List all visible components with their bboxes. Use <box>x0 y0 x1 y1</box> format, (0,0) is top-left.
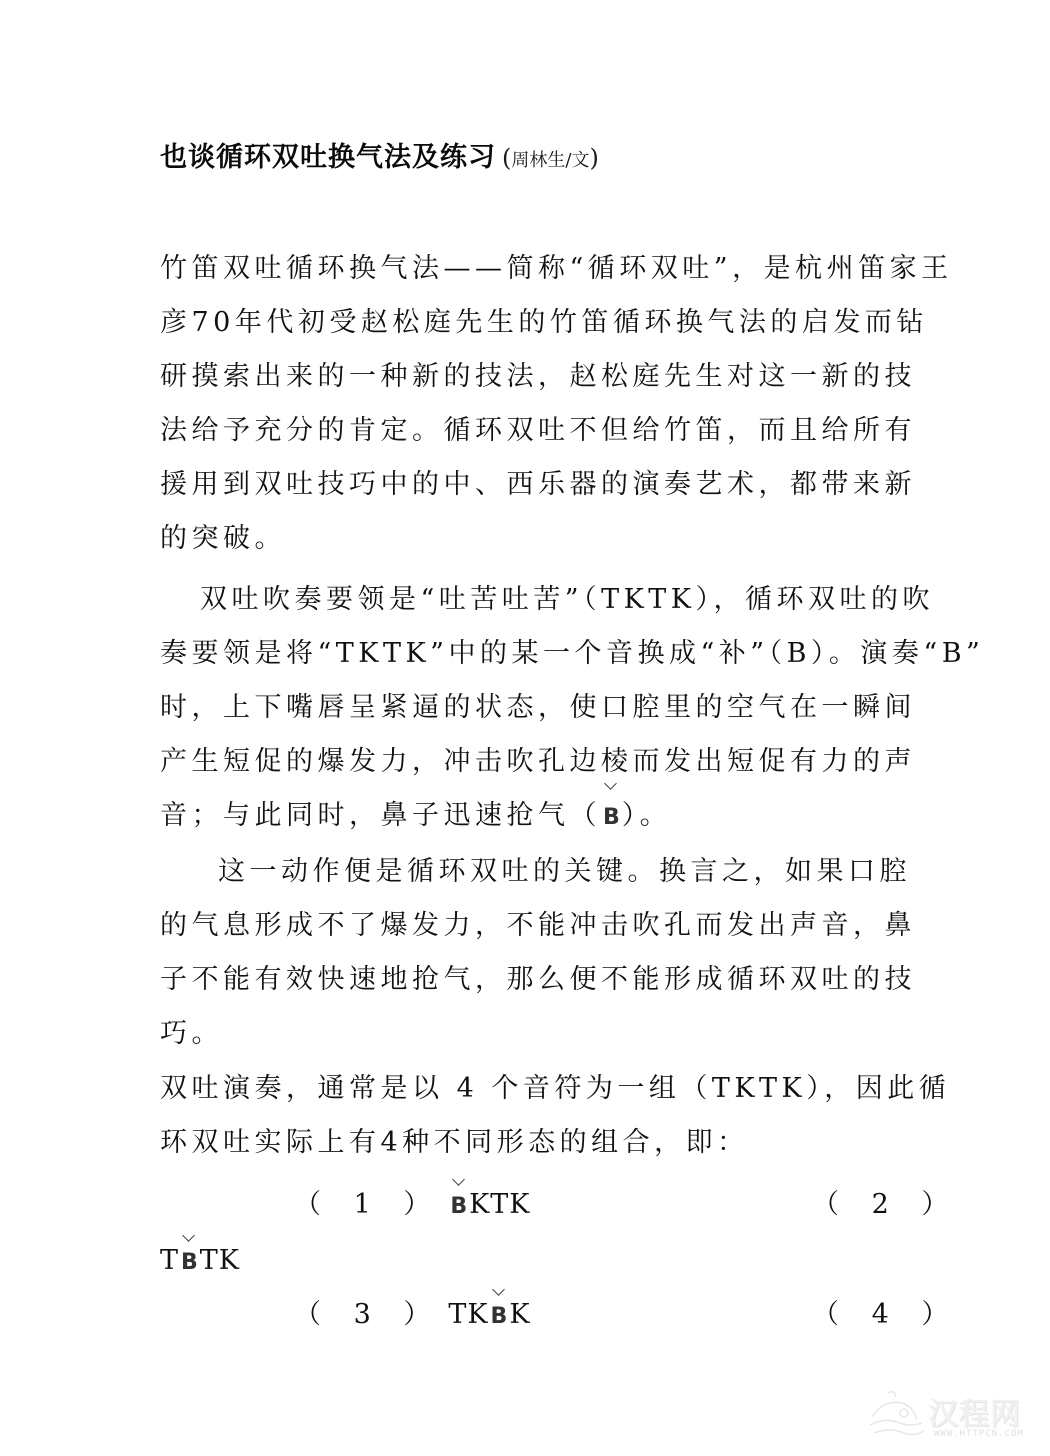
combination-label: （ 1 ） <box>294 1189 443 1220</box>
text-line: 时，上下嘴唇呈紧逼的状态，使口腔里的空气在一瞬间 <box>160 692 916 723</box>
watermark-text: 汉程网 <box>928 1397 1021 1432</box>
text-segment: ）。 <box>621 800 672 831</box>
combination-1 <box>294 1185 530 1227</box>
combination-2-label <box>812 1185 966 1225</box>
watermark-url: WWW.HTTPCN.COM <box>934 1429 1024 1439</box>
combination-3 <box>294 1295 530 1337</box>
text-line: 的气息形成不了爆发力，不能冲击吹孔而发出声音，鼻 <box>160 910 916 941</box>
paragraph-key-point <box>160 845 916 1061</box>
text-segment: 音；与此同时，鼻子迅速抢气（ <box>160 800 601 831</box>
author-name: 周林生/文 <box>511 150 590 171</box>
text-line: 这一动作便是循环双吐的关键。换言之，如果口腔 <box>218 856 911 887</box>
paragraph-intro <box>160 242 953 566</box>
text-line: 研摸索出来的一种新的技法，赵松庭先生对这一新的技 <box>160 361 916 392</box>
breath-b-mark-icon: B <box>181 1243 198 1283</box>
text-line: 产生短促的爆发力，冲击吹孔边棱而发出短促有力的声 <box>160 746 916 777</box>
combination-prefix: TK <box>448 1299 489 1330</box>
paragraph-combinations-intro <box>160 1062 951 1170</box>
combination-4-label <box>812 1295 966 1335</box>
dragon-logo-icon <box>866 1387 928 1443</box>
breath-b-mark-icon: B <box>491 1297 508 1337</box>
author-byline <box>502 144 599 172</box>
combination-rest: TK <box>199 1245 240 1276</box>
combination-2 <box>160 1241 240 1283</box>
paragraph-technique <box>160 573 985 845</box>
combination-label: （ 4 ） <box>812 1299 961 1330</box>
combination-rest: K <box>509 1299 531 1330</box>
text-line: 法给予充分的肯定。循环双吐不但给竹笛，而且给所有 <box>160 415 916 446</box>
combination-prefix: T <box>160 1245 180 1276</box>
byline-open-paren: ( <box>502 144 512 172</box>
text-line: 彦70年代初受赵松庭先生的竹笛循环换气法的启发而钻 <box>160 307 928 338</box>
article-header <box>160 140 599 179</box>
text-line: 援用到双吐技巧中的中、西乐器的演奏艺术，都带来新 <box>160 469 916 500</box>
text-line-with-mark <box>160 789 890 845</box>
combination-label: （ 2 ） <box>812 1189 961 1220</box>
text-line: 子不能有效快速地抢气，那么便不能形成循环双吐的技 <box>160 964 916 995</box>
text-line: 巧。 <box>160 1018 223 1049</box>
combination-label: （ 3 ） <box>294 1299 443 1330</box>
article-title: 也谈循环双吐换气法及练习 <box>160 142 496 173</box>
combination-rest: KTK <box>469 1189 531 1220</box>
text-line: 竹笛双吐循环换气法——简称“循环双吐”，是杭州笛家王 <box>160 253 953 284</box>
text-line: 双吐吹奏要领是“吐苦吐苦”（TKTK），循环双吐的吹 <box>200 584 934 615</box>
breath-b-mark-icon: B <box>603 791 620 845</box>
text-line: 奏要领是将“TKTK”中的某一个音换成“补”（B）。演奏“B” <box>160 638 985 669</box>
site-watermark <box>858 1385 1043 1445</box>
breath-b-mark-icon: B <box>450 1187 467 1227</box>
text-line: 环双吐实际上有4种不同形态的组合，即： <box>160 1127 749 1158</box>
text-line: 的突破。 <box>160 523 286 554</box>
text-line: 双吐演奏，通常是以 4 个音符为一组（TKTK），因此循 <box>160 1073 951 1104</box>
byline-close-paren: ) <box>589 144 599 172</box>
